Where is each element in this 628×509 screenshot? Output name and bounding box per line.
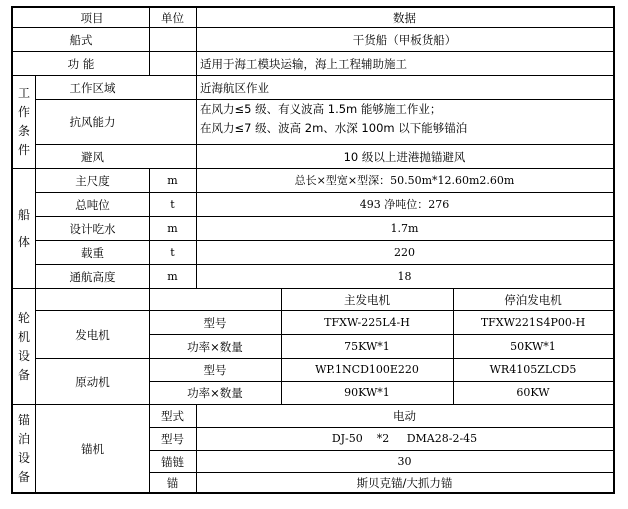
hull-row-value: 18 — [397, 269, 412, 283]
windlass-label: 锚机 — [81, 441, 104, 456]
mooring-row-value: 电动 — [393, 409, 416, 423]
wind-line-1: 在风力≤5 级、有义波高 1.5m 能够施工作业； — [200, 102, 442, 116]
hull-row-label: 通航高度 — [69, 269, 116, 284]
mooring-row-label: 型式 — [161, 409, 184, 423]
harbor-generator-header: 停泊发电机 — [504, 292, 562, 307]
working-conditions-group — [13, 76, 35, 168]
header-item: 项目 — [80, 10, 104, 25]
function-label: 功 能 — [67, 56, 95, 71]
hull-row-value: 220 — [394, 245, 415, 259]
hull-row-value: 1.7m — [390, 221, 419, 235]
group-char: 设 — [17, 348, 30, 363]
hull-row-value: 493 净吨位：276 — [359, 197, 450, 211]
mooring-row-value: 斯贝克锚/大抓力锚 — [356, 475, 453, 490]
header-unit: 单位 — [161, 10, 184, 25]
mooring-group — [13, 405, 35, 492]
hull-row-label: 设计吃水 — [69, 221, 116, 236]
hull-row-value: 总长×型宽×型深：50.50m*12.60m2.60m — [294, 173, 515, 187]
hull-row-label: 载重 — [81, 245, 104, 260]
mooring-row-label: 锚 — [166, 475, 179, 490]
work-area-label: 工作区域 — [69, 80, 116, 95]
generator-power-main: 75KW*1 — [344, 339, 390, 353]
hull-group — [13, 169, 35, 288]
ship-type-value: 干货船（甲板货船） — [352, 32, 457, 47]
generator-model-main: TFXW-225L4-H — [324, 315, 410, 329]
hull-row-unit: t — [170, 245, 175, 259]
wind-resistance-value — [197, 100, 613, 144]
header-data: 数据 — [393, 10, 416, 25]
function-value: 适用于海工模块运输，海上工程辅助施工 — [200, 56, 407, 71]
generator-model-harbor: TFXW221S4P00-H — [480, 315, 586, 329]
wind-line-2: 在风力≤7 级、波高 2m、水深 100m 以下能够锚泊 — [200, 121, 468, 135]
generator-power-label: 功率×数量 — [187, 339, 243, 354]
mooring-row-label: 型号 — [161, 432, 184, 446]
spec-table — [11, 6, 615, 494]
work-area-value: 近海航区作业 — [200, 80, 269, 95]
hull-row-label: 主尺度 — [75, 173, 110, 188]
mooring-row-label: 锚链 — [161, 454, 184, 469]
main-generator-header: 主发电机 — [344, 292, 390, 307]
prime-mover-model-main: WP.1NCD100E220 — [315, 363, 419, 376]
group-char: 船 — [17, 207, 30, 222]
hull-row-label: 总吨位 — [75, 197, 110, 212]
mooring-row-value: 30 — [397, 454, 412, 468]
hull-row-unit: m — [167, 269, 178, 283]
group-char: 件 — [17, 143, 30, 157]
group-char: 条 — [17, 124, 30, 138]
group-char: 锚 — [17, 412, 30, 427]
group-char: 机 — [17, 329, 30, 344]
group-char: 泊 — [17, 431, 30, 446]
wind-resistance-label: 抗风能力 — [69, 115, 116, 129]
engine-group — [13, 289, 35, 404]
prime-mover-label: 原动机 — [75, 374, 110, 389]
shelter-value: 10 级以上进港抛锚避风 — [343, 149, 466, 164]
mooring-row-value: DJ-50 *2 DMA28-2-45 — [331, 432, 478, 445]
group-char: 作 — [17, 105, 30, 119]
group-char: 工 — [17, 86, 30, 100]
hull-row-unit: m — [167, 173, 178, 187]
group-char: 体 — [17, 234, 30, 249]
prime-mover-model-harbor: WR4105ZLCD5 — [489, 363, 577, 376]
group-char: 设 — [17, 450, 30, 465]
generator-label: 发电机 — [75, 327, 110, 342]
generator-model-label: 型号 — [203, 315, 227, 330]
group-char: 备 — [17, 469, 30, 484]
prime-mover-power-harbor: 60KW — [516, 386, 550, 399]
generator-power-harbor: 50KW*1 — [510, 339, 556, 353]
table-border-right — [613, 6, 615, 494]
hull-row-unit: t — [170, 197, 175, 211]
prime-mover-power-main: 90KW*1 — [344, 386, 390, 399]
prime-mover-model-label: 型号 — [203, 363, 227, 377]
shelter-label: 避风 — [81, 149, 104, 164]
prime-mover-power-label: 功率×数量 — [187, 386, 243, 400]
group-char: 轮 — [17, 310, 30, 325]
ship-type-label: 船式 — [69, 32, 93, 47]
table-border-bottom — [11, 492, 615, 494]
hull-row-unit: m — [167, 221, 178, 235]
group-char: 备 — [17, 367, 30, 382]
